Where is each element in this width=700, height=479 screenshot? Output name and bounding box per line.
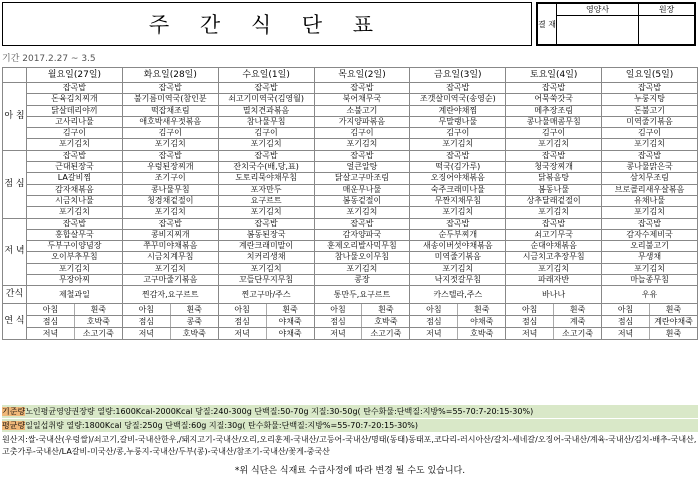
menu-item: 포기김치 xyxy=(602,139,698,150)
menu-item: 김구이 xyxy=(314,128,410,139)
menu-row xyxy=(3,105,698,116)
menu-item: 잡곡밥 xyxy=(314,83,410,94)
soft-diet-meal: 점심 xyxy=(315,316,363,327)
menu-item: 잡곡밥 xyxy=(506,83,602,94)
menu-item: 포기김치 xyxy=(506,139,602,150)
meal-label: 점 심 xyxy=(3,150,27,218)
menu-item: 순두부찌개 xyxy=(410,229,506,240)
soft-diet-row xyxy=(3,328,698,340)
menu-item: 훈제오리발사믹무침 xyxy=(314,241,410,252)
menu-item: 포자만두 xyxy=(218,184,314,195)
soft-diet-meal: 저녁 xyxy=(27,328,75,339)
menu-item: 가지양파볶음 xyxy=(314,116,410,127)
menu-item: 얼큰알탕 xyxy=(314,162,410,173)
page-title: 주 간 식 단 표 xyxy=(2,2,532,46)
soft-diet-cell xyxy=(410,316,506,328)
soft-diet-meal: 아침 xyxy=(315,304,363,315)
menu-item: 돈불고기 xyxy=(602,105,698,116)
menu-item: 삼치무조림 xyxy=(602,173,698,184)
menu-item: 포기김치 xyxy=(218,263,314,274)
menu-item: 무짠지채무침 xyxy=(410,195,506,206)
soft-diet-meal: 점심 xyxy=(27,316,75,327)
menu-item: 잡곡밥 xyxy=(602,83,698,94)
soft-diet-cell xyxy=(27,316,123,328)
average-text: 일일섭취량 열량:1800Kcal 당질:250g 단백질:60g 지질:30g( 탄수화물:단백질:지방%=55-70:7-20:15-30%) xyxy=(25,421,418,430)
menu-item: 상추달래겉절이 xyxy=(506,195,602,206)
menu-row xyxy=(3,184,698,195)
menu-item: 잡곡밥 xyxy=(506,150,602,161)
menu-item: 포기김치 xyxy=(506,263,602,274)
soft-diet-meal: 아침 xyxy=(123,304,171,315)
menu-item: 포기김치 xyxy=(410,139,506,150)
menu-item: 쇠고기무국 xyxy=(506,229,602,240)
menu-item: 오리불고기 xyxy=(602,241,698,252)
menu-row xyxy=(3,173,698,184)
menu-item: 순대야채볶음 xyxy=(506,241,602,252)
soft-diet-porridge: 소고기죽 xyxy=(82,329,114,339)
menu-item: 감자양파국 xyxy=(314,229,410,240)
soft-diet-porridge: 계란야채죽 xyxy=(654,317,693,327)
menu-item: 잡곡밥 xyxy=(27,218,123,229)
menu-item: 파래자반 xyxy=(506,275,602,286)
soft-diet-porridge: 계죽 xyxy=(569,317,586,327)
soft-diet-meal: 아침 xyxy=(602,304,650,315)
menu-item: 고구마줄기볶음 xyxy=(122,275,218,286)
menu-table xyxy=(2,67,698,340)
menu-row xyxy=(3,139,698,150)
menu-item: 시금치나물 xyxy=(27,195,123,206)
menu-item: 두부구이양념장 xyxy=(27,241,123,252)
approval-col-dietitian: 영양사 xyxy=(557,4,639,16)
menu-item: 소불고기 xyxy=(314,105,410,116)
soft-diet-meal: 저녁 xyxy=(219,328,267,339)
soft-diet-porridge: 콩죽 xyxy=(186,317,202,327)
soft-diet-porridge: 소고기죽 xyxy=(562,329,594,339)
menu-item: 잡곡밥 xyxy=(506,218,602,229)
soft-diet-cell xyxy=(602,316,698,328)
soft-diet-porridge: 흰죽 xyxy=(665,305,682,315)
meal-label: 저 녁 xyxy=(3,218,27,286)
menu-item: 잡곡밥 xyxy=(218,83,314,94)
snack-item: 카스텔라,주스 xyxy=(410,286,506,304)
menu-row xyxy=(3,162,698,173)
day-header: 일요일(5일) xyxy=(602,68,698,83)
menu-item: 잡곡밥 xyxy=(27,150,123,161)
menu-item: 감자채볶음 xyxy=(27,184,123,195)
soft-diet-porridge: 흰죽 xyxy=(282,305,298,315)
menu-row xyxy=(3,150,698,161)
menu-item: 잔치국수(배,당,표) xyxy=(218,162,314,173)
soft-diet-meal: 아침 xyxy=(27,304,75,315)
soft-diet-row xyxy=(3,304,698,316)
menu-item: 잡곡밥 xyxy=(218,218,314,229)
menu-item: 참나물오이무침 xyxy=(314,252,410,263)
soft-diet-cell xyxy=(122,328,218,340)
soft-diet-meal: 점심 xyxy=(602,316,650,327)
menu-item: LA갈비찜 xyxy=(27,173,123,184)
corner-cell xyxy=(3,68,27,83)
soft-diet-meal: 점심 xyxy=(219,316,267,327)
menu-item: 잡곡밥 xyxy=(602,150,698,161)
soft-diet-porridge: 소고기죽 xyxy=(370,329,402,339)
menu-item: 조갯살미역국(송영순) xyxy=(410,94,506,105)
menu-item: 잡곡밥 xyxy=(122,150,218,161)
menu-item: 포기김치 xyxy=(314,139,410,150)
menu-item: 콩나물무침 xyxy=(122,184,218,195)
menu-item: 참나물무침 xyxy=(218,116,314,127)
menu-item: 오이부추무침 xyxy=(27,252,123,263)
menu-item: 김구이 xyxy=(506,128,602,139)
day-header: 월요일(27일) xyxy=(27,68,123,83)
soft-diet-cell xyxy=(314,316,410,328)
menu-item: 김구이 xyxy=(27,128,123,139)
menu-item: 멸치견과볶음 xyxy=(218,105,314,116)
soft-diet-meal: 아침 xyxy=(219,304,267,315)
soft-diet-porridge: 흰죽 xyxy=(474,305,490,315)
menu-item: 쇠고기미역국(김영월) xyxy=(218,94,314,105)
menu-row xyxy=(3,229,698,240)
menu-item: 떡국(김가루) xyxy=(410,162,506,173)
soft-diet-meal: 점심 xyxy=(506,316,554,327)
menu-row xyxy=(3,116,698,127)
menu-item: 잡곡밥 xyxy=(122,218,218,229)
snack-item: 찐고구마/주스 xyxy=(218,286,314,304)
day-header: 목요일(2일) xyxy=(314,68,410,83)
soft-diet-cell xyxy=(410,304,506,316)
soft-diet-cell xyxy=(27,328,123,340)
menu-item: 어묵쑥갓국 xyxy=(506,94,602,105)
soft-diet-porridge: 흰죽 xyxy=(90,305,107,315)
approval-box xyxy=(536,2,696,46)
menu-item: 쭈꾸미야채볶음 xyxy=(122,241,218,252)
menu-row xyxy=(3,83,698,94)
day-header-row xyxy=(3,68,698,83)
menu-item: 계란크래미말이 xyxy=(218,241,314,252)
menu-item: 콩장 xyxy=(314,275,410,286)
menu-item: 근대된장국 xyxy=(27,162,123,173)
menu-item: 포기김치 xyxy=(218,207,314,218)
soft-diet-meal: 아침 xyxy=(506,304,554,315)
menu-item: 무말랭나물 xyxy=(410,116,506,127)
menu-item: 도토리묵야채무침 xyxy=(218,173,314,184)
soft-diet-porridge: 흰죽 xyxy=(186,305,202,315)
menu-item: 김구이 xyxy=(602,128,698,139)
menu-item: 메추장조림 xyxy=(506,105,602,116)
soft-diet-porridge: 호박죽 xyxy=(182,329,206,339)
soft-diet-meal: 아침 xyxy=(410,304,458,315)
soft-diet-cell xyxy=(218,328,314,340)
menu-item: 포기김치 xyxy=(410,207,506,218)
menu-item: 김구이 xyxy=(122,128,218,139)
menu-row xyxy=(3,241,698,252)
menu-item: 우렁된장찌개 xyxy=(122,162,218,173)
menu-item: 감자수제비국 xyxy=(602,229,698,240)
soft-diet-row xyxy=(3,316,698,328)
soft-diet-meal: 점심 xyxy=(123,316,171,327)
menu-item: 닭볶음탕 xyxy=(506,173,602,184)
menu-item: 잡곡밥 xyxy=(410,218,506,229)
menu-item: 계란야채찜 xyxy=(410,105,506,116)
menu-item: 청경채겉절이 xyxy=(122,195,218,206)
snack-item: 바나나 xyxy=(506,286,602,304)
menu-item: 무생채 xyxy=(602,252,698,263)
snack-item: 찐감자,요구르트 xyxy=(122,286,218,304)
menu-item: 봄동나물 xyxy=(506,184,602,195)
soft-diet-porridge: 흰죽 xyxy=(569,305,586,315)
menu-item: 요구르트 xyxy=(218,195,314,206)
soft-diet-label: 연 식 xyxy=(3,304,27,340)
menu-row xyxy=(3,207,698,218)
menu-item: 브로콜리새우살볶음 xyxy=(602,184,698,195)
menu-item: 불기름미역국(참인분 xyxy=(122,94,218,105)
soft-diet-porridge: 흰죽 xyxy=(665,329,682,339)
menu-item: 포기김치 xyxy=(27,207,123,218)
menu-item: 누룽지탕 xyxy=(602,94,698,105)
day-header: 금요일(3일) xyxy=(410,68,506,83)
menu-item: 포기김치 xyxy=(122,207,218,218)
menu-item: 마늘종무침 xyxy=(602,275,698,286)
menu-item: 꼬들단무지무침 xyxy=(218,275,314,286)
day-header: 토요일(4일) xyxy=(506,68,602,83)
menu-item: 포기김치 xyxy=(602,207,698,218)
soft-diet-cell xyxy=(602,304,698,316)
menu-item: 잡곡밥 xyxy=(410,150,506,161)
soft-diet-porridge: 야채죽 xyxy=(278,317,302,327)
soft-diet-cell xyxy=(122,316,218,328)
average-label: 평균량 xyxy=(2,421,26,430)
menu-item: 잡곡밥 xyxy=(314,150,410,161)
menu-item: 콩나물맑은국 xyxy=(602,162,698,173)
snack-item: 제철과일 xyxy=(27,286,123,304)
menu-item: 오징어야채볶음 xyxy=(410,173,506,184)
soft-diet-meal: 저녁 xyxy=(315,328,363,339)
soft-diet-cell xyxy=(314,304,410,316)
menu-item: 포기김치 xyxy=(122,263,218,274)
soft-diet-porridge: 야채죽 xyxy=(278,329,302,339)
menu-row xyxy=(3,128,698,139)
soft-diet-cell xyxy=(314,328,410,340)
menu-item: 무장아찌 xyxy=(27,275,123,286)
menu-item: 포기김치 xyxy=(27,139,123,150)
menu-item: 치커리생채 xyxy=(218,252,314,263)
menu-item: 새송이버섯야채볶음 xyxy=(410,241,506,252)
meal-label: 아 침 xyxy=(3,83,27,151)
standard-text: 노인평균영양권장량 열량:1600Kcal-2000Kcal 당질:240-300g 단백질:50-70g 지질:30-50g( 탄수화물:단백질:지방%=55-70:7-20:15-30%) xyxy=(25,407,534,416)
menu-item: 미역줄기볶음 xyxy=(410,252,506,263)
snack-row xyxy=(3,286,698,304)
soft-diet-cell xyxy=(27,304,123,316)
menu-item: 시금치고추장무침 xyxy=(506,252,602,263)
menu-item: 포기김치 xyxy=(506,207,602,218)
menu-item: 잡곡밥 xyxy=(602,218,698,229)
menu-item: 포기김치 xyxy=(27,263,123,274)
menu-item: 미역줄기볶음 xyxy=(602,116,698,127)
nutrition-average-row xyxy=(2,419,698,432)
menu-row xyxy=(3,275,698,286)
menu-item: 포기김치 xyxy=(314,263,410,274)
origin-info: 원산지:쌀-국내산(우렁쌀)/쇠고기,갈비-국내산한우,/돼지고기-국내산/오리,오리훈제-국내산/고등어-국내산/명태(동태)동태포,코다리-러시아산/갈치-세네갈/오징어-국내산/계육-국내산/김치-배추-국내산,고춧가루-국내산/LA갈비-미국산/콩,누룽지-국내산/두부(콩)-국내산/참조기-국내산/꽃게-중국산 xyxy=(2,435,697,456)
soft-diet-cell xyxy=(506,316,602,328)
menu-item: 콩비지찌개 xyxy=(122,229,218,240)
menu-item: 포기김치 xyxy=(314,207,410,218)
menu-item: 봄동된장국 xyxy=(218,229,314,240)
soft-diet-porridge: 호박죽 xyxy=(86,317,110,327)
menu-item: 매운무나물 xyxy=(314,184,410,195)
approval-sign-director xyxy=(639,16,695,45)
soft-diet-cell xyxy=(506,304,602,316)
menu-item: 유채나물 xyxy=(602,195,698,206)
soft-diet-meal: 저녁 xyxy=(602,328,650,339)
menu-row xyxy=(3,252,698,263)
menu-item: 잡곡밥 xyxy=(122,83,218,94)
approval-label: 결 재 xyxy=(538,4,557,45)
menu-item: 포기김치 xyxy=(410,263,506,274)
day-header: 화요일(28일) xyxy=(122,68,218,83)
soft-diet-cell xyxy=(506,328,602,340)
menu-row xyxy=(3,218,698,229)
menu-item: 홍합살무국 xyxy=(27,229,123,240)
day-header: 수요일(1일) xyxy=(218,68,314,83)
menu-item: 봄동겉절이 xyxy=(314,195,410,206)
menu-row xyxy=(3,94,698,105)
approval-col-director: 원장 xyxy=(639,4,695,16)
menu-item: 낙지젓갈무침 xyxy=(410,275,506,286)
soft-diet-porridge: 호박죽 xyxy=(374,317,398,327)
menu-item: 조기구이 xyxy=(122,173,218,184)
menu-item: 김구이 xyxy=(410,128,506,139)
menu-item: 콩나물매콤무침 xyxy=(506,116,602,127)
soft-diet-porridge: 흰죽 xyxy=(378,305,394,315)
notice-text: *위 식단은 식재료 수급사정에 따라 변경 될 수도 있습니다. xyxy=(234,466,466,476)
menu-item: 고사리나물 xyxy=(27,116,123,127)
soft-diet-cell xyxy=(218,316,314,328)
soft-diet-meal: 저녁 xyxy=(410,328,458,339)
soft-diet-cell xyxy=(602,328,698,340)
snack-label: 간식 xyxy=(3,286,27,304)
menu-item: 잡곡밥 xyxy=(27,83,123,94)
menu-item: 포기김치 xyxy=(218,139,314,150)
menu-row xyxy=(3,195,698,206)
menu-item: 김구이 xyxy=(218,128,314,139)
soft-diet-meal: 점심 xyxy=(410,316,458,327)
menu-item: 포기김치 xyxy=(602,263,698,274)
menu-item: 닭살고구마조림 xyxy=(314,173,410,184)
menu-item: 청국장찌개 xyxy=(506,162,602,173)
menu-item: 잡곡밥 xyxy=(410,83,506,94)
soft-diet-cell xyxy=(410,328,506,340)
soft-diet-cell xyxy=(122,304,218,316)
menu-item: 떡잡채조림 xyxy=(122,105,218,116)
soft-diet-porridge: 호박죽 xyxy=(470,329,494,339)
soft-diet-meal: 저녁 xyxy=(506,328,554,339)
menu-item: 포기김치 xyxy=(122,139,218,150)
soft-diet-meal: 저녁 xyxy=(123,328,171,339)
snack-item: 통만두,요구르트 xyxy=(314,286,410,304)
menu-item: 시금치계무침 xyxy=(122,252,218,263)
nutrition-standard-row xyxy=(2,405,698,418)
menu-row xyxy=(3,263,698,274)
menu-item: 잡곡밥 xyxy=(218,150,314,161)
menu-item: 숙주크래미나물 xyxy=(410,184,506,195)
menu-item: 잡곡밥 xyxy=(314,218,410,229)
standard-label: 기준량 xyxy=(2,407,26,416)
menu-item: 닭살데리야끼 xyxy=(27,105,123,116)
soft-diet-cell xyxy=(218,304,314,316)
approval-sign-dietitian xyxy=(557,16,639,45)
menu-item: 애호박새우젓볶음 xyxy=(122,116,218,127)
menu-item: 북어채무국 xyxy=(314,94,410,105)
period-label: 기간 2017.2.27 ~ 3.5 xyxy=(2,54,96,64)
snack-item: 우유 xyxy=(602,286,698,304)
soft-diet-porridge: 야채죽 xyxy=(470,317,494,327)
menu-item: 돈육김치찌개 xyxy=(27,94,123,105)
